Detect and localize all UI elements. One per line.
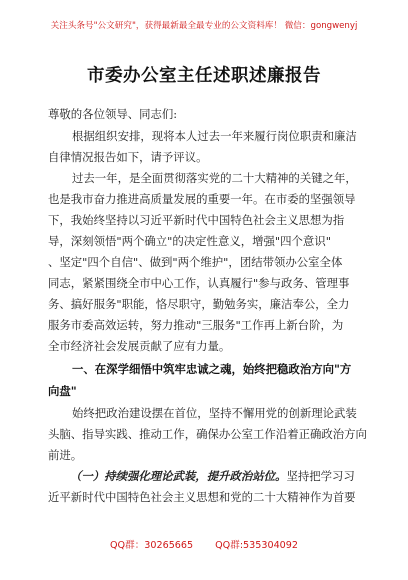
body-line: 根据组织安排，现将本人过去一年来履行岗位职责和廉洁 — [72, 129, 357, 143]
body-line: 也是我市奋力推进高质量发展的重要一年。在市委的坚强领导 — [48, 192, 356, 206]
footer-qq-group-2: QQ群:535304092 — [215, 540, 298, 551]
body-line: 过去一年，是全面贯彻落实党的二十大精神的关键之年， — [72, 171, 357, 185]
body-line: 自律情况报告如下，请予评议。 — [48, 150, 208, 164]
body-line: 同志，紧紧围绕全市中心工作，认真履行"参与政务、管理事 — [48, 276, 350, 290]
body-fragment: 坚持把学习习 — [286, 469, 355, 483]
body-line: 头脑、指导实践、推动工作，确保办公室工作沿着正确政治方向 — [48, 427, 367, 441]
body-line: 导，深刻领悟"两个确立"的决定性意义，增强"四个意识" — [48, 234, 331, 248]
footer-qq-group-1: QQ群：30265665 — [110, 540, 194, 551]
section-heading-1-cont: 向盘" — [48, 384, 77, 398]
header-promo-note: 关注头条号"公文研究"，获得最新最全最专业的公文资料库！ 微信：gongwenyj — [50, 21, 358, 31]
salutation-line: 尊敬的各位领导、同志们: — [48, 107, 178, 121]
body-line: 始终把政治建设摆在首位，坚持不懈用党的创新理论武装 — [72, 406, 357, 420]
body-line: 下，我始终坚持以习近平新时代中国特色社会主义思想为指 — [48, 213, 345, 227]
body-line: 近平新时代中国特色社会主义思想和党的二十大精神作为首要 — [48, 490, 356, 504]
document-title: 市委办公室主任述职述廉报告 — [87, 66, 321, 86]
subsection-heading-1: （一）持续强化理论武装，提升政治站位。 — [70, 469, 287, 483]
subsection-line — [70, 469, 355, 483]
body-line: 服务市委高效运转，努力推动"三服务"工作再上新台阶，为 — [48, 318, 344, 332]
section-heading-1: 一、在深学细悟中筑牢忠诚之魂，始终把稳政治方向"方 — [72, 362, 352, 376]
body-line: 全市经济社会发展贡献了应有力量。 — [48, 339, 231, 353]
body-line: 务、搞好服务"职能，恪尽职守，勤勉务实，廉洁奉公，全力 — [48, 297, 350, 311]
body-line: 前进。 — [48, 448, 83, 462]
body-line: 、坚定"四个自信"、做到"两个维护"，团结带领办公室全体 — [48, 255, 343, 269]
footer-contact — [0, 537, 408, 551]
